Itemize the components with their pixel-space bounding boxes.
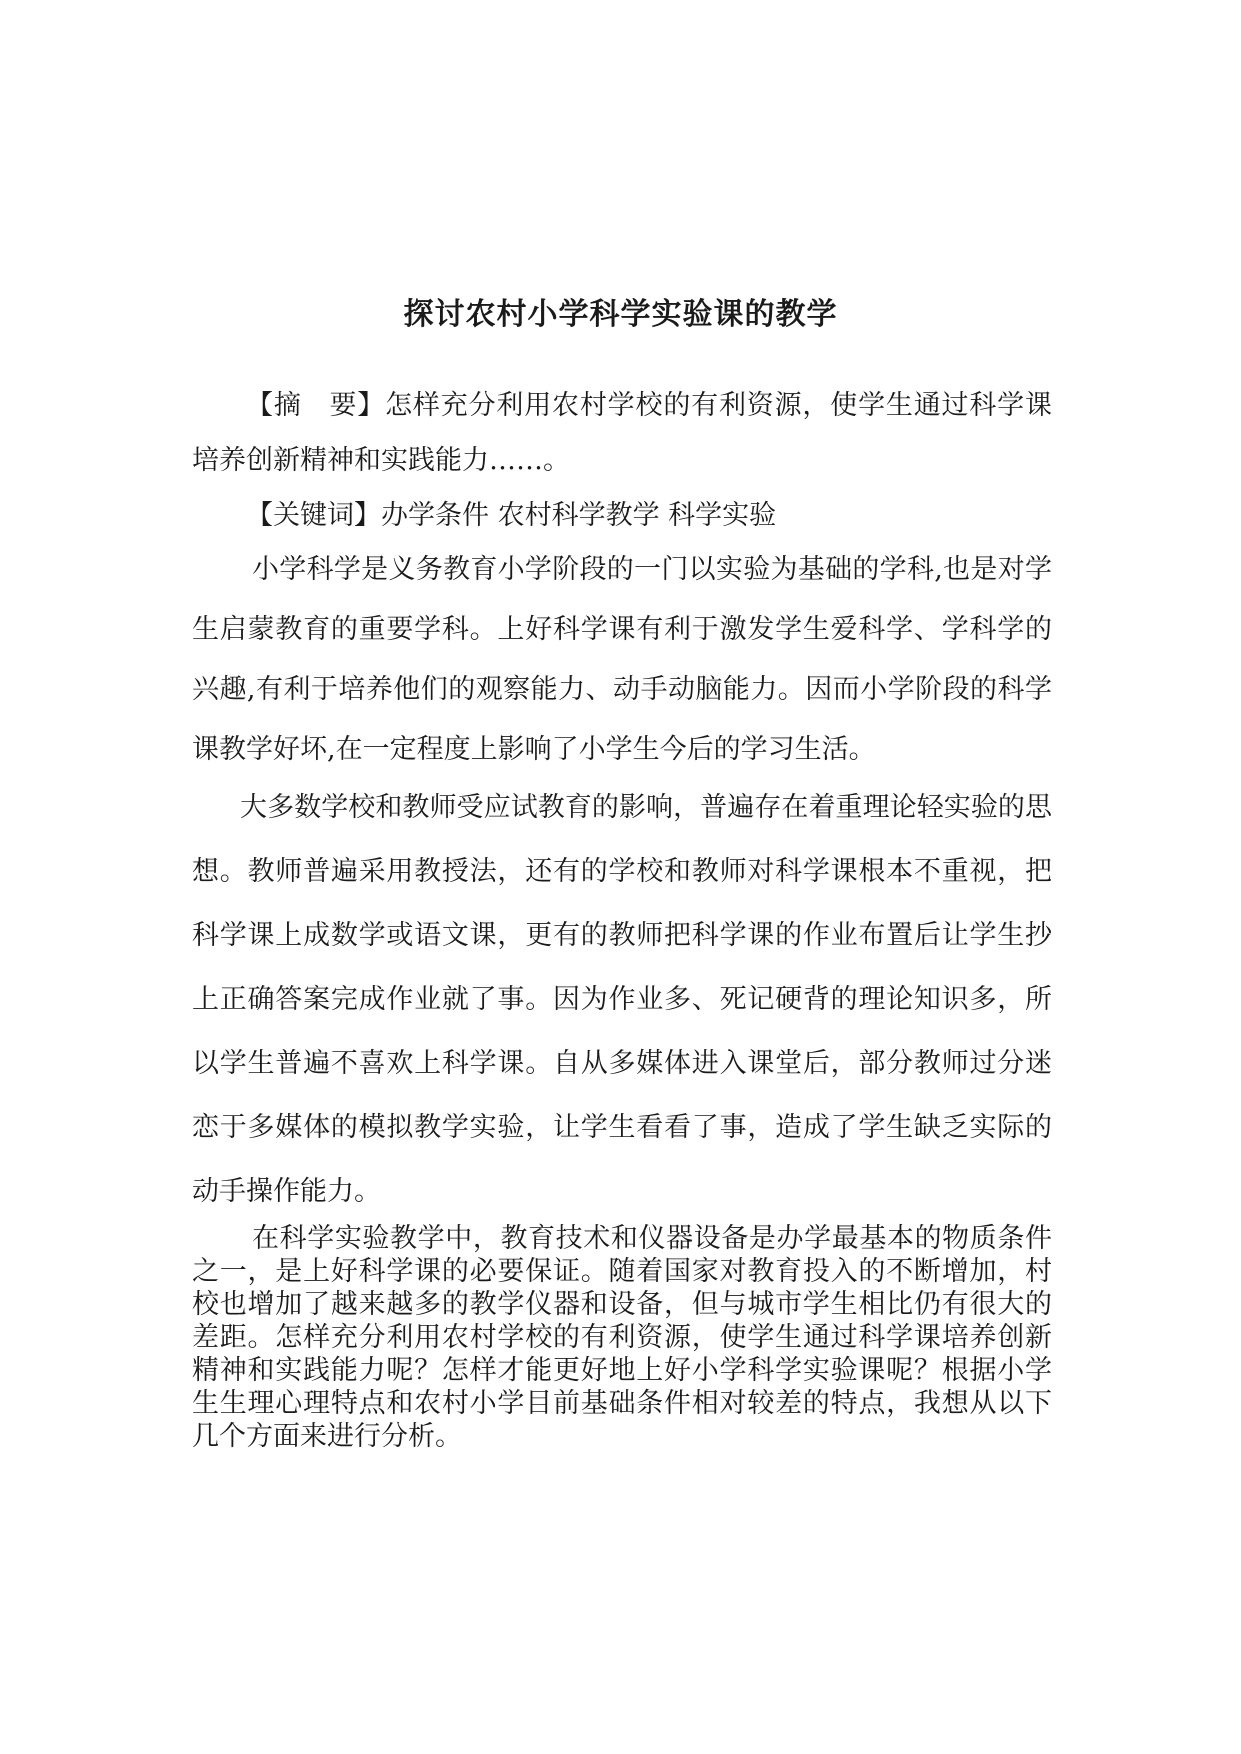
document-title: 探讨农村小学科学实验课的教学 [403, 297, 838, 333]
abstract-paragraph [192, 378, 1052, 488]
keywords-label: 【关键词】 [246, 500, 381, 531]
abstract-label: 【摘 要】 [246, 390, 386, 421]
keywords-text: 办学条件 农村科学教学 科学实验 [381, 500, 777, 531]
abstract-text: 怎样充分利用农村学校的有利资源，使学生通过科学课培养创新精神和实践能力……。 [192, 390, 1053, 476]
keywords-paragraph [192, 488, 1052, 543]
body-paragraph-1: 小学科学是义务教育小学阶段的一门以实验为基础的学科,也是对学生启蒙教育的重要学科。上好科学课有利于激发学生爱科学、学科学的兴趣,有利于培养他们的观察能力、动手动脑能力。因而小学阶段的科学课教学好坏,在一定程度上影响了小学生今后的学习生活。 [192, 554, 1052, 765]
body-paragraph-2: 大多数学校和教师受应试教育的影响，普遍存在着重理论轻实验的思想。教师普遍采用教授法，还有的学校和教师对科学课根本不重视，把科学课上成数学或语文课，更有的教师把科学课的作业布置后让学生抄上正确答案完成作业就了事。因为作业多、死记硬背的理论知识多，所以学生普遍不喜欢上科学课。自从多媒体进入课堂后，部分教师过分迷恋于多媒体的模拟教学实验，让学生看看了事，造成了学生缺乏实际的动手操作能力。 [192, 792, 1052, 1207]
abstract-section [192, 378, 1052, 488]
intro-section [192, 540, 1052, 780]
analysis-section [192, 1222, 1052, 1453]
keywords-section [192, 488, 1052, 543]
problem-section [192, 776, 1052, 1224]
body-paragraph-3: 在科学实验教学中，教育技术和仪器设备是办学最基本的物质条件之一，是上好科学课的必要保证。随着国家对教育投入的不断增加，村校也增加了越来越多的教学仪器和设备，但与城市学生相比仍有很大的差距。怎样充分利用农村学校的有利资源，使学生通过科学课培养创新精神和实践能力呢？怎样才能更好地上好小学科学实验课呢？根据小学生生理心理特点和农村小学目前基础条件相对较差的特点，我想从以下几个方面来进行分析。 [192, 1223, 1052, 1452]
